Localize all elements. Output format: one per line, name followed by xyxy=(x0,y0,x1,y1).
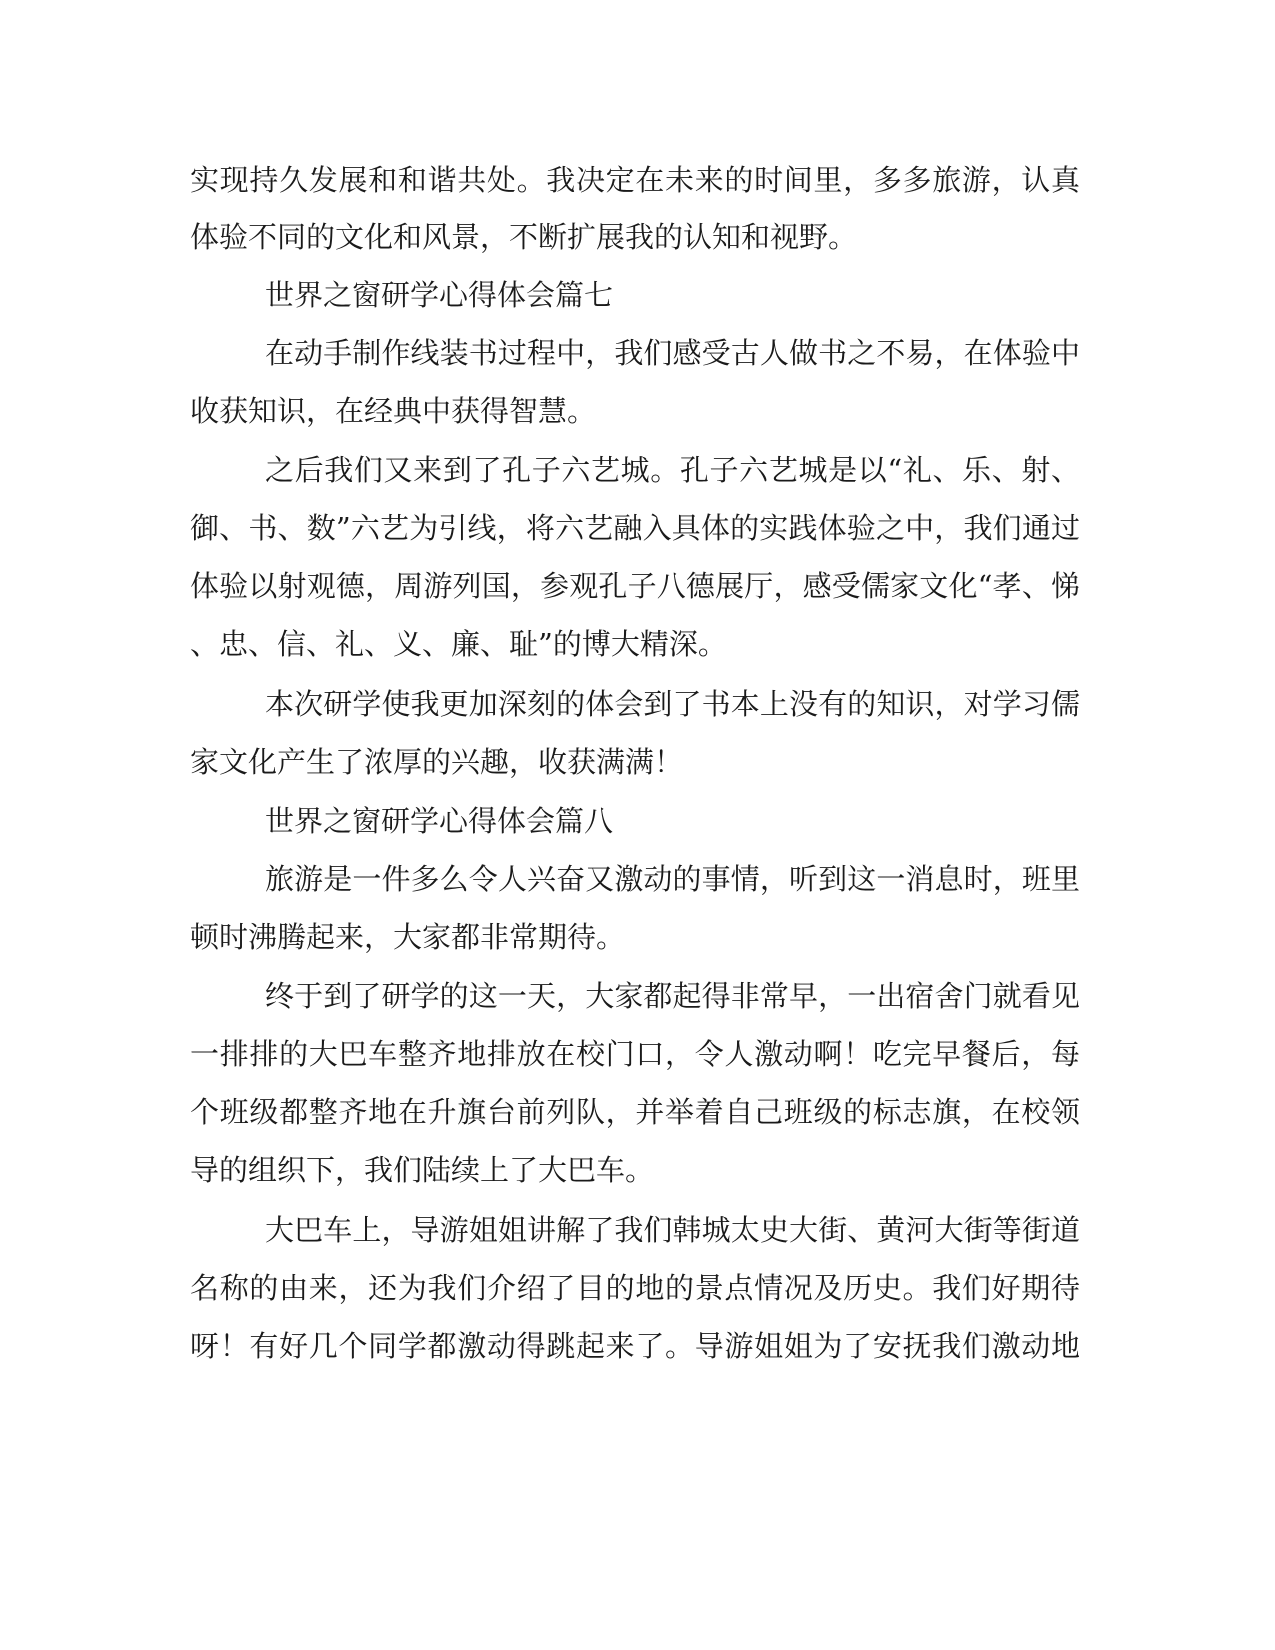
text-line: 、忠、信、礼、义、廉、耻”的博大精深。 xyxy=(190,627,727,661)
text-line: 本次研学使我更加深刻的体会到了书本上没有的知识，对学习儒 xyxy=(265,687,1080,721)
text-line: 之后我们又来到了孔子六艺城。孔子六艺城是以“礼、乐、射、 xyxy=(265,453,1080,487)
text-line: 个班级都整齐地在升旗台前列队，并举着自己班级的标志旗，在校领 xyxy=(190,1095,1080,1129)
text-line: 顿时沸腾起来，大家都非常期待。 xyxy=(190,920,626,954)
text-line: 名称的由来，还为我们介绍了目的地的景点情况及历史。我们好期待 xyxy=(190,1271,1080,1305)
text-line: 旅游是一件多么令人兴奋又激动的事情，听到这一消息时，班里 xyxy=(265,862,1080,896)
text-line: 实现持久发展和和谐共处。我决定在未来的时间里，多多旅游，认真 xyxy=(190,163,1080,197)
text-line: 在动手制作线装书过程中，我们感受古人做书之不易，在体验中 xyxy=(265,336,1080,370)
section-heading: 世界之窗研学心得体会篇七 xyxy=(265,278,614,312)
text-line: 终于到了研学的这一天，大家都起得非常早，一出宿舍门就看见 xyxy=(265,979,1080,1013)
text-line: 体验不同的文化和风景，不断扩展我的认知和视野。 xyxy=(190,220,858,254)
text-line: 家文化产生了浓厚的兴趣，收获满满！ xyxy=(190,745,684,779)
text-line: 一排排的大巴车整齐地排放在校门口，令人激动啊！吃完早餐后，每 xyxy=(190,1037,1080,1071)
section-heading: 世界之窗研学心得体会篇八 xyxy=(265,804,614,838)
text-line: 收获知识，在经典中获得智慧。 xyxy=(190,394,597,428)
text-line: 大巴车上，导游姐姐讲解了我们韩城太史大街、黄河大街等街道 xyxy=(265,1213,1080,1247)
text-line: 体验以射观德，周游列国，参观孔子八德展厅，感受儒家文化“孝、悌 xyxy=(190,569,1080,603)
text-line: 呀！有好几个同学都激动得跳起来了。导游姐姐为了安抚我们激动地 xyxy=(190,1329,1080,1363)
text-line: 导的组织下，我们陆续上了大巴车。 xyxy=(190,1153,655,1187)
text-line: 御、书、数”六艺为引线，将六艺融入具体的实践体验之中，我们通过 xyxy=(190,511,1080,545)
